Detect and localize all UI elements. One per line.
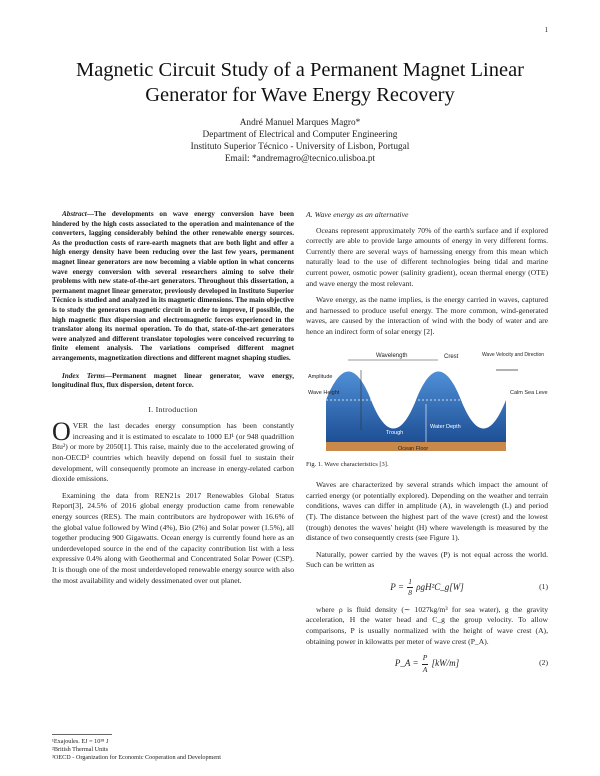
author-block — [40, 117, 560, 165]
figure-caption: Fig. 1. Wave characteristics [3]. — [306, 460, 389, 468]
right-paragraph-1: Oceans represent approximately 70% of the earth's surface and if explored correctly are able to provide large amounts of energy in very different forms. Currently there are several ways of harnessing energy from this mean which naturally lead to the use of different technologies being tidal and marine current power, osmotic power (salinity gradient), ocean thermal energy (OTE) and wave energy the most relevant. — [306, 225, 548, 288]
equation-1 — [306, 577, 548, 599]
email: Email: *andremagro@tecnico.ulisboa.pt — [224, 154, 376, 164]
index-terms — [52, 372, 294, 391]
intro-paragraph-1 — [52, 417, 294, 485]
eq1-den: 8 — [408, 588, 412, 598]
left-column — [52, 210, 294, 592]
label-wavelength: Wavelength — [376, 352, 408, 359]
footnotes — [52, 738, 294, 762]
abstract — [52, 210, 294, 364]
page-number: 1 — [544, 26, 548, 34]
eq2-rhs: [kW/m] — [431, 658, 460, 669]
label-wave-height: Wave Height — [308, 389, 340, 396]
label-trough: Trough — [386, 429, 404, 436]
label-crest: Crest — [444, 353, 459, 360]
abstract-label: Abstract — [62, 210, 87, 218]
eq2-den: A — [422, 664, 428, 674]
department: Department of Electrical and Computer Engineering — [202, 130, 398, 140]
institute: Instituto Superior Técnico - University of Lisbon, Portugal — [190, 142, 410, 152]
eq1-rhs: ρgH²C_g[W] — [416, 582, 464, 593]
equation-2-number: (2) — [539, 658, 548, 668]
equation-1-number: (1) — [539, 581, 548, 591]
equation-2 — [306, 653, 548, 675]
eq1-num: 1 — [407, 577, 413, 589]
label-calm-sea-level: Calm Sea Level — [510, 389, 548, 396]
section-heading: I. Introduction — [148, 404, 198, 414]
label-ocean-floor: Ocean Floor — [398, 445, 429, 452]
author-name: André Manuel Marques Magro* — [239, 118, 361, 128]
footnote-rule — [52, 734, 112, 735]
right-column — [306, 210, 548, 681]
eq1-lhs: P = — [390, 582, 404, 593]
index-terms-text: —Permanent magnet linear generator, wave energy, longitudinal flux, flux dispersion, detent force. — [52, 371, 294, 390]
wave-diagram — [306, 344, 548, 454]
footnote-1: ¹Exajoules. EJ = 10¹⁸ J — [52, 738, 109, 745]
right-paragraph-3: Waves are characterized by several strands which impact the amount of carried energy (or potentially explored). Depending on the weather and terrain conditions, waves can differ in amplitude (A), in wavelength (L) and period (T). The distance between the highest part of the wave (crest) and the lowest (trough) denotes the waves' height (H) where wavelength is measured by the distance of two consequently crests (see Figure 1). — [306, 480, 548, 543]
eq1-fraction — [407, 577, 413, 599]
eq2-num: P — [422, 653, 429, 665]
index-terms-label: Index Terms — [62, 371, 105, 380]
wave-figure — [306, 344, 548, 454]
intro-paragraph-2: Examining the data from REN21s 2017 Renewables Global Status Report[3], 24.5% of 2016 global energy production came from renewable energy sources (RES). The main contributors are hydropower with 16.6% of the global value followed by Wind (4%), Bio (2%) and Solar power (1.5%), all together producing 900 Gigawatts. Ocean energy is currently found here as an underdeveloped source in the end of the capacity contribution list with a less expressive 0.4% along with Geothermal and Concentrated Solar Power (CSP). It is though one of the most underdeveloped renewable energy source with also the most availability and widely dessimenated over out planet. — [52, 490, 294, 585]
label-water-depth: Water Depth — [430, 423, 461, 430]
label-amplitude: Amplitude — [308, 373, 333, 380]
intro-paragraph-1-text: VER the last decades energy consumption has been constantly increasing and it is estimated to escalate to 1000 EJ¹ (or 948 quadrillion Btu²) or more by 2050[1]. This raise, mainly due to the accelerated growing of non-OECD³ countries which heavily depend on fossil fuel to sustain their development, will consequently promote an increase in energy-related carbon dioxide emissions. — [52, 421, 294, 484]
eq2-fraction — [422, 653, 429, 675]
right-paragraph-4: Naturally, power carried by the waves (P) is not equal across the world. Such can be written as — [306, 549, 548, 570]
drop-cap: O — [52, 417, 71, 447]
eq2-lhs: P_A = — [394, 658, 419, 669]
label-wave-velocity: Wave Velocity and Direction — [482, 351, 545, 358]
footnote-3: ³OECD - Organization for Economic Cooperation and Development — [52, 754, 221, 761]
right-paragraph-5: where ρ is fluid density (∼ 1027kg/m³ for sea water), g the gravity acceleration, H the water head and C_g the group velocity. To allow comparisons, P is usually normalized with the height of wave crest (A), obtaining power in kilowatts per meter of wave crest (P_A). — [306, 604, 548, 646]
equation-1-body — [390, 577, 463, 599]
abstract-text: —The developments on wave energy conversion have been hindered by the high costs associated to the operation and maintenance of the converters, lagging considerably behind the other renewable energy sources. As the production costs of rare-earth magnets that are both light and offer a high energy density have been reducing over the last few years, permanent magnet linear generators are now becoming a viable option in what concerns wave energy conversion with several researchers aiming to solve their problems with new state-of-the-art generators. Throughout this dissertation, a permanent magnet linear generator, previously developed in Instituto Superior Técnico is studied and analyzed in its magnetic dimensions. The main objective is to study the generators magnetic circuit in order to improve, if possible, the high magnetic flux dispersion and electromagnetic forces experienced in the translator along its normal operation. To do that, state-of-the-art generators were analyzed and different translator topologies were conceived recurring to finite element analysis. The variations comprised different magnet arrangements, magnetization directions and different magnet shaping studies. — [52, 210, 294, 362]
footnote-2: ²British Thermal Units — [52, 746, 109, 753]
equation-2-body — [395, 653, 459, 675]
right-paragraph-2: Wave energy, as the name implies, is the energy carried in waves, captured and harnessed to produce useful energy. The more common, wind-generated waves, are caused by the interaction of wind with the body of water and are hence an indirect form of solar energy [2]. — [306, 295, 548, 336]
paper-title: Magnetic Circuit Study of a Permanent Magnet Linear Generator for Wave Energy Recovery — [75, 59, 525, 106]
subsection-heading: A. Wave energy as an alternative — [306, 210, 409, 219]
sea-body — [326, 371, 506, 442]
